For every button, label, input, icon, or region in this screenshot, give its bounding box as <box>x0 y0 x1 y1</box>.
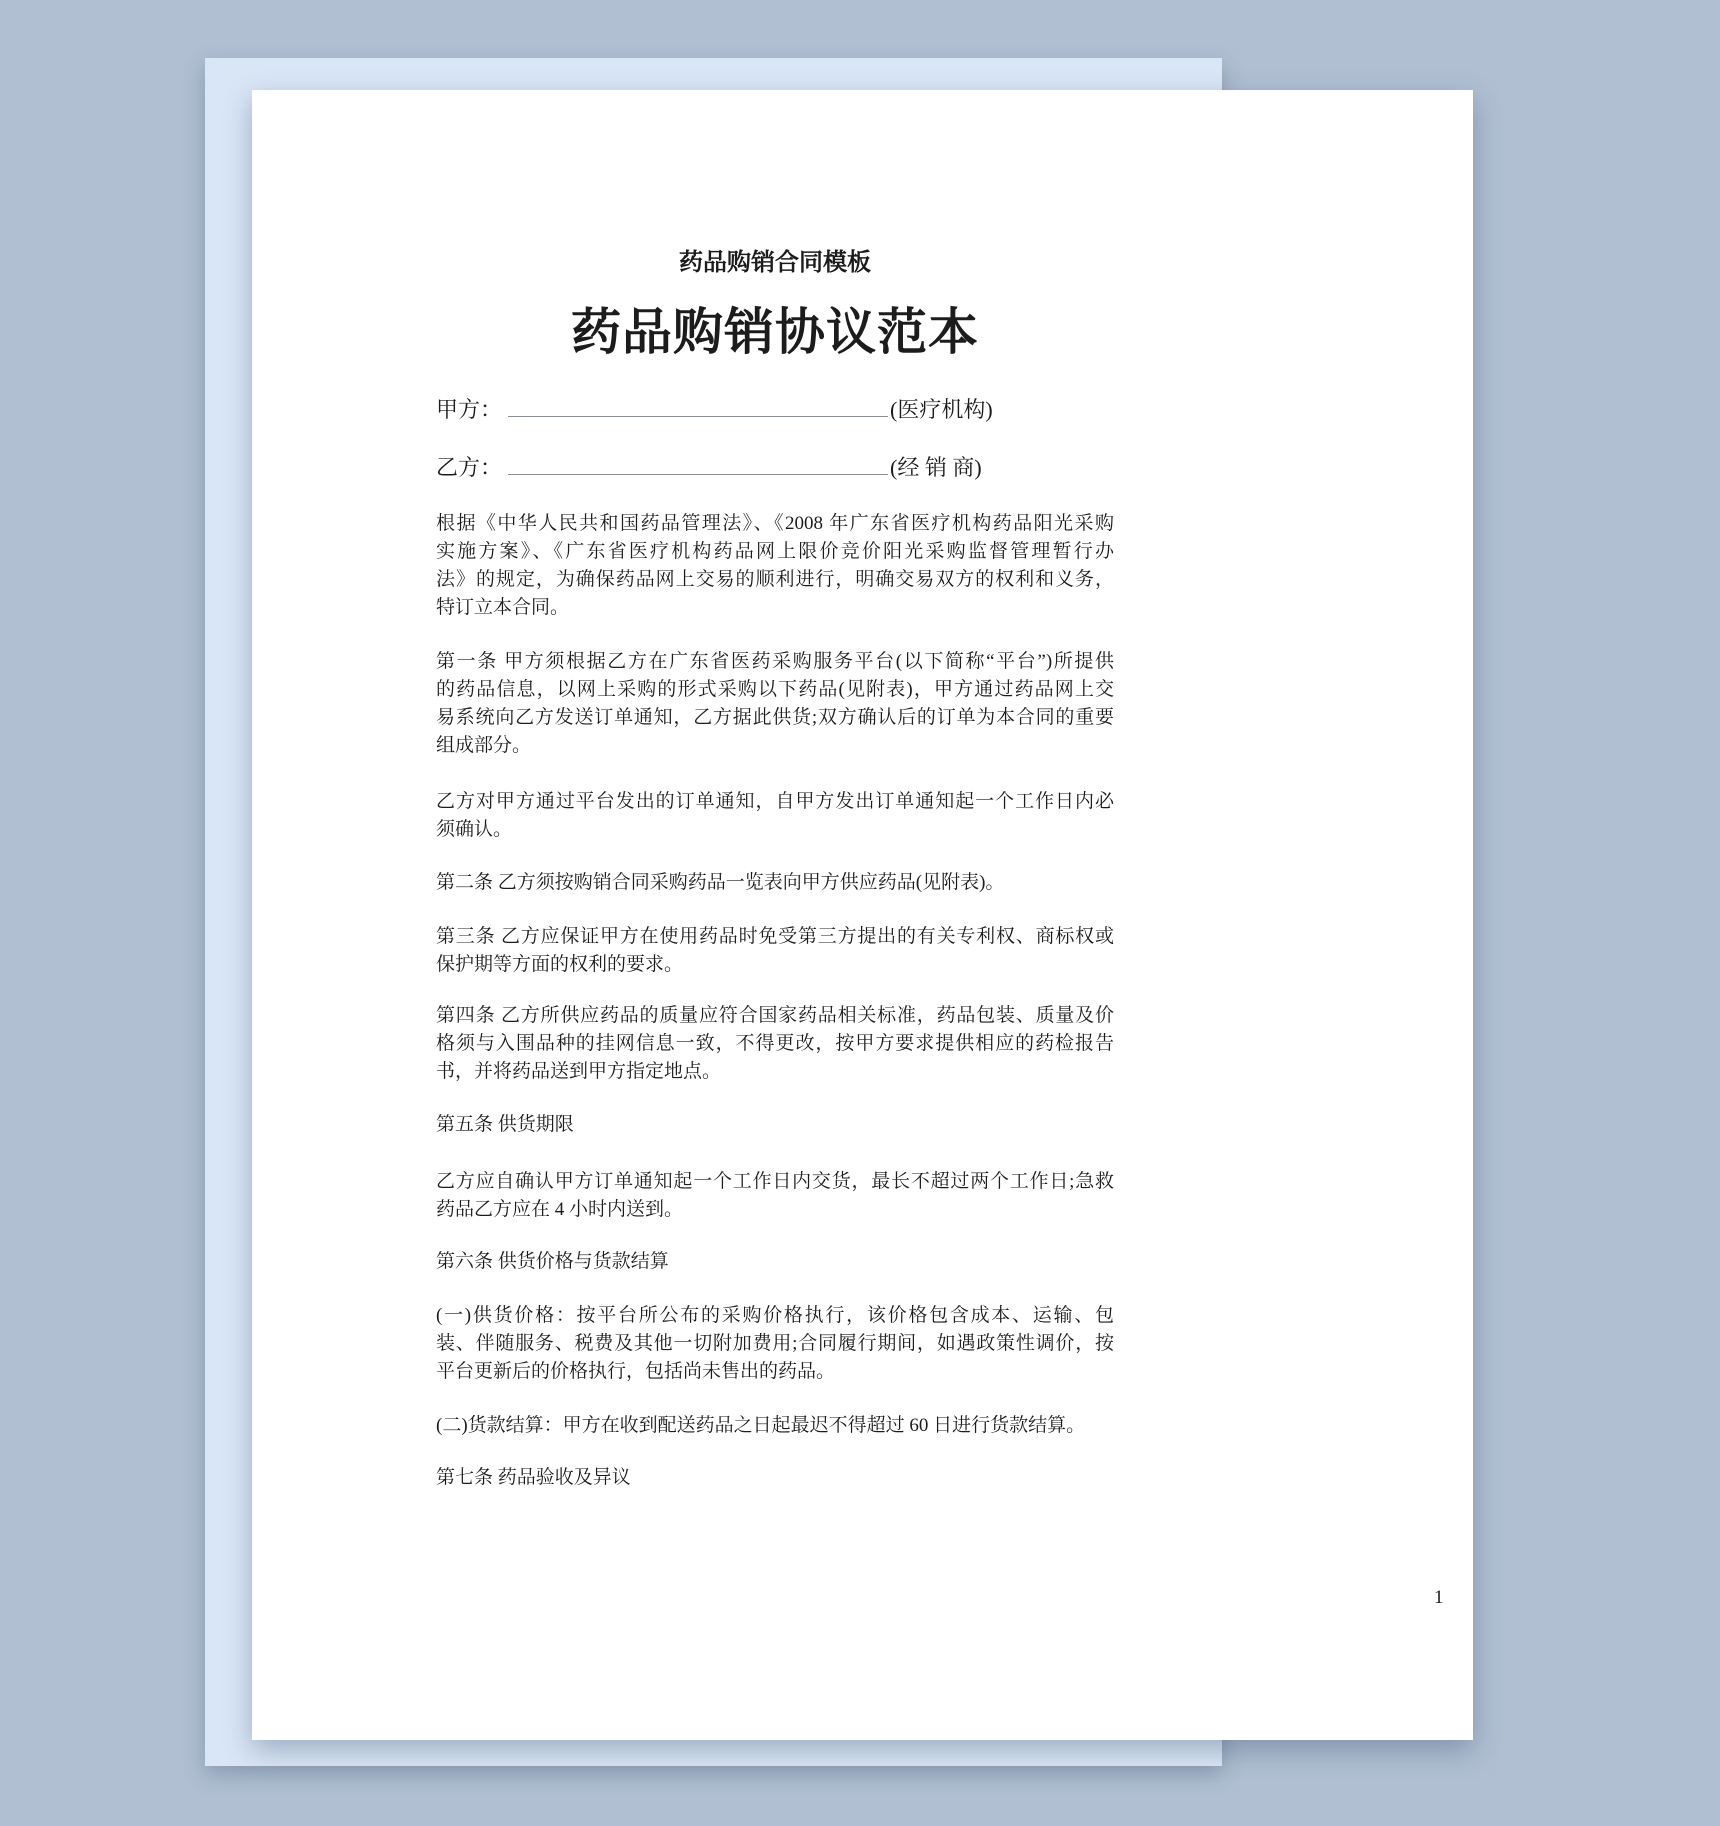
text-line: 保护期等方面的权利的要求。 <box>436 954 684 975</box>
paragraph-3 <box>436 788 1114 844</box>
page-number: 1 <box>1434 1587 1444 1608</box>
paragraph-4 <box>436 869 1114 897</box>
text-line: 实施方案》、《广东省医疗机构药品网上限价竞价阳光采购监督管理暂行办 <box>436 541 1114 562</box>
party-a-label: 甲方： <box>436 397 503 422</box>
text-line: 乙方应自确认甲方订单通知起一个工作日内交货，最长不超过两个工作日;急救 <box>436 1171 1114 1192</box>
text-line: 装、伴随服务、税费及其他一切附加费用;合同履行期间，如遇政策性调价，按 <box>436 1333 1114 1354</box>
party-b-label: 乙方： <box>436 455 503 480</box>
document-kicker: 药品购销合同模板 <box>679 249 871 276</box>
text-line: 第四条 乙方所供应药品的质量应符合国家药品相关标准，药品包装、质量及价 <box>436 1005 1114 1026</box>
party-a-blank-field <box>508 394 888 417</box>
text-line: 的药品信息，以网上采购的形式采购以下药品(见附表)，甲方通过药品网上交 <box>436 679 1114 700</box>
paragraph-8 <box>436 1168 1114 1224</box>
party-b-line <box>436 452 1114 483</box>
text-line: 平台更新后的价格执行，包括尚未售出的药品。 <box>436 1361 836 1382</box>
paragraph-6 <box>436 1002 1114 1086</box>
text-line: 易系统向乙方发送订单通知，乙方据此供货;双方确认后的订单为本合同的重要 <box>436 707 1114 728</box>
text-line: 组成部分。 <box>436 735 532 756</box>
paragraph-7 <box>436 1111 1114 1139</box>
text-line: 特订立本合同。 <box>436 597 570 618</box>
text-line: 药品乙方应在 4 小时内送到。 <box>436 1199 684 1220</box>
paragraph-10 <box>436 1302 1114 1386</box>
party-b-suffix: (经 销 商) <box>890 455 982 480</box>
text-line: 根据《中华人民共和国药品管理法》、《2008 年广东省医疗机构药品阳光采购 <box>436 513 1114 534</box>
document-page <box>252 90 1473 1740</box>
text-line: 第一条 甲方须根据乙方在广东省医药采购服务平台(以下简称“平台”)所提供 <box>436 651 1114 672</box>
text-line: 书，并将药品送到甲方指定地点。 <box>436 1061 722 1082</box>
paragraph-9 <box>436 1248 1114 1276</box>
text-line: 法》的规定，为确保药品网上交易的顺利进行，明确交易双方的权利和义务， <box>436 569 1114 590</box>
paragraph-11 <box>436 1412 1114 1440</box>
text-line: 格须与入围品种的挂网信息一致，不得更改，按甲方要求提供相应的药检报告 <box>436 1033 1114 1054</box>
party-b-blank-field <box>508 452 888 475</box>
paragraph-1 <box>436 510 1114 622</box>
text-line: 须确认。 <box>436 819 513 840</box>
text-line: (二)货款结算：甲方在收到配送药品之日起最迟不得超过 60 日进行货款结算。 <box>436 1415 1086 1436</box>
text-line: 第五条 供货期限 <box>436 1114 574 1135</box>
text-line: 第七条 药品验收及异议 <box>436 1467 631 1488</box>
document-content <box>436 90 1444 1740</box>
text-line: 第三条 乙方应保证甲方在使用药品时免受第三方提出的有关专利权、商标权或 <box>436 926 1114 947</box>
text-line: (一)供货价格：按平台所公布的采购价格执行，该价格包含成本、运输、包 <box>436 1305 1114 1326</box>
paragraph-12 <box>436 1464 1114 1492</box>
document-title: 药品购销协议范本 <box>571 304 979 360</box>
text-line: 第二条 乙方须按购销合同采购药品一览表向甲方供应药品(见附表)。 <box>436 872 1005 893</box>
text-line: 第六条 供货价格与货款结算 <box>436 1251 669 1272</box>
text-line: 乙方对甲方通过平台发出的订单通知，自甲方发出订单通知起一个工作日内必 <box>436 791 1114 812</box>
party-a-suffix: (医疗机构) <box>890 397 993 422</box>
party-a-line <box>436 394 1114 425</box>
paragraph-2 <box>436 648 1114 760</box>
paragraph-5 <box>436 923 1114 979</box>
